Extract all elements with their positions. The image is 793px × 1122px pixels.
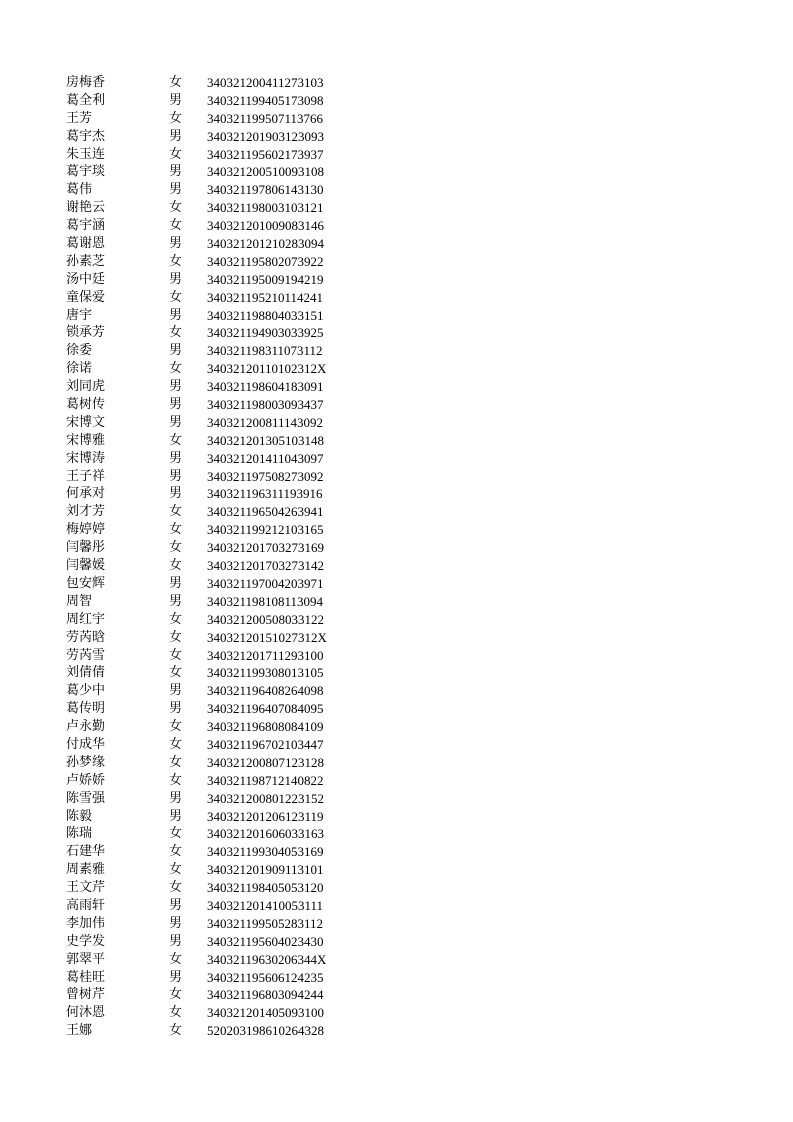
person-id-number: 340321198405053120 [207,880,324,896]
person-id-number: 340321201703273169 [207,540,324,556]
person-name: 高雨轩 [66,897,106,913]
table-row [66,1022,366,1040]
person-name: 葛伟 [66,182,93,198]
table-row [66,986,366,1004]
person-name: 宋博雅 [66,432,106,448]
person-id-number: 340321195602173937 [207,146,324,162]
person-id-number: 340321199405173098 [207,92,324,108]
person-name: 何承对 [66,486,106,502]
person-id-number: 340321196407084095 [207,701,324,717]
person-name: 王芳 [66,110,93,126]
person-id-number: 340321200807123128 [207,754,324,770]
person-name: 葛传明 [66,701,106,717]
person-gender: 男 [169,182,183,198]
person-gender: 女 [169,75,183,90]
table-row [66,754,366,772]
table-row [66,181,366,199]
person-gender: 女 [169,1005,183,1021]
table-row [66,718,366,736]
person-name: 李加伟 [66,915,106,931]
person-id-number: 340321199505283112 [207,915,324,931]
person-gender: 女 [169,146,183,162]
person-gender: 女 [169,110,183,126]
person-name: 徐诺 [66,361,93,377]
person-id-number: 340321196803094244 [207,987,324,1003]
person-name: 卢娇娇 [66,772,106,788]
person-gender: 男 [169,128,183,144]
table-row [66,485,366,503]
person-gender: 男 [169,164,183,180]
person-id-number: 340321196808084109 [207,719,324,735]
person-name: 曾树芹 [66,987,106,1003]
person-id-number: 340321198712140822 [207,772,324,788]
person-id-number: 340321195606124235 [207,969,324,985]
table-row [66,933,366,951]
person-id-number: 340321200411273103 [207,75,324,90]
person-gender: 女 [169,522,183,538]
table-row [66,307,366,325]
table-row [66,360,366,378]
person-gender: 男 [169,790,183,806]
person-name: 朱玉连 [66,146,106,162]
person-name: 唐宇 [66,307,93,323]
table-row [66,503,366,521]
person-id-number: 340321199507113766 [207,110,324,126]
person-gender: 女 [169,862,183,878]
table-row [66,951,366,969]
person-id-number: 340321201411043097 [207,450,324,466]
person-gender: 男 [169,271,183,287]
table-row [66,450,366,468]
person-name: 葛树传 [66,397,106,413]
person-name: 刘才芳 [66,504,106,520]
table-row [66,611,366,629]
person-gender: 男 [169,450,183,466]
person-name: 锁承芳 [66,325,106,341]
table-row [66,790,366,808]
person-gender: 女 [169,844,183,860]
table-row [66,736,366,754]
person-id-number: 340321195604023430 [207,933,324,949]
person-gender: 女 [169,540,183,556]
person-id-number: 340321198108113094 [207,593,324,609]
person-gender: 女 [169,772,183,788]
person-gender: 女 [169,629,183,645]
person-id-number: 340321199308013105 [207,665,324,681]
table-row [66,92,366,110]
table-row [66,808,366,826]
table-row [66,378,366,396]
person-name: 卢永勤 [66,719,106,735]
table-row [66,969,366,987]
person-id-number: 340321199304053169 [207,844,324,860]
person-gender: 男 [169,397,183,413]
person-name: 梅婷婷 [66,522,106,538]
person-name: 郭翠平 [66,951,106,967]
person-id-number: 34032120151027312X [207,629,327,645]
person-gender: 男 [169,701,183,717]
person-name: 房梅香 [66,75,106,90]
person-name: 周素雅 [66,862,106,878]
person-id-number: 340321198804033151 [207,307,324,323]
person-id-number: 34032119630206344X [207,951,327,967]
person-name: 葛全利 [66,92,106,108]
table-row [66,342,366,360]
person-id-number: 340321197508273092 [207,468,324,484]
person-id-number: 340321197806143130 [207,182,324,198]
person-name: 葛宇涵 [66,218,106,234]
table-row [66,879,366,897]
person-name: 葛谢恩 [66,236,106,252]
person-id-number: 340321200510093108 [207,164,324,180]
person-gender: 男 [169,683,183,699]
person-id-number: 340321195802073922 [207,253,324,269]
person-id-number: 340321201009083146 [207,218,324,234]
person-gender: 女 [169,719,183,735]
person-gender: 女 [169,647,183,663]
person-name: 闫馨媛 [66,558,106,574]
person-list [66,74,366,1040]
table-row [66,629,366,647]
person-gender: 女 [169,253,183,269]
person-name: 葛少中 [66,683,106,699]
person-id-number: 340321196408264098 [207,683,324,699]
table-row [66,235,366,253]
person-id-number: 340321200801223152 [207,790,324,806]
table-row [66,396,366,414]
table-row [66,897,366,915]
person-gender: 女 [169,987,183,1003]
person-name: 葛桂旺 [66,969,106,985]
table-row [66,468,366,486]
person-gender: 男 [169,379,183,395]
person-gender: 男 [169,307,183,323]
table-row [66,324,366,342]
table-row [66,289,366,307]
person-name: 何沐恩 [66,1005,106,1021]
person-id-number: 340321200508033122 [207,611,324,627]
person-id-number: 34032120110102312X [207,361,327,377]
person-gender: 女 [169,754,183,770]
person-id-number: 340321195009194219 [207,271,324,287]
person-gender: 女 [169,951,183,967]
person-id-number: 340321201711293100 [207,647,324,663]
table-row [66,575,366,593]
person-name: 孙素芝 [66,253,106,269]
person-name: 陈雪强 [66,790,106,806]
person-gender: 女 [169,665,183,681]
person-gender: 男 [169,593,183,609]
person-id-number: 340321198311073112 [207,343,323,359]
table-row [66,146,366,164]
person-id-number: 520203198610264328 [207,1023,324,1039]
person-gender: 女 [169,826,183,842]
person-gender: 女 [169,200,183,216]
person-name: 史学发 [66,933,106,949]
person-name: 陈瑞 [66,826,93,842]
person-id-number: 340321196504263941 [207,504,324,520]
person-gender: 男 [169,236,183,252]
table-row [66,199,366,217]
person-id-number: 340321201909113101 [207,862,324,878]
table-row [66,539,366,557]
table-row [66,521,366,539]
person-id-number: 340321198003093437 [207,397,324,413]
person-gender: 女 [169,218,183,234]
person-id-number: 340321197004203971 [207,575,324,591]
person-id-number: 340321200811143092 [207,414,324,430]
person-gender: 女 [169,558,183,574]
person-gender: 男 [169,933,183,949]
table-row [66,682,366,700]
person-id-number: 340321201305103148 [207,432,324,448]
table-row [66,593,366,611]
person-id-number: 340321201606033163 [207,826,324,842]
person-id-number: 340321199212103165 [207,522,324,538]
person-name: 闫馨彤 [66,540,106,556]
table-row [66,271,366,289]
person-name: 王子祥 [66,468,106,484]
table-row [66,253,366,271]
person-id-number: 340321198604183091 [207,379,324,395]
table-row [66,414,366,432]
person-name: 王文芹 [66,880,106,896]
person-name: 刘倩倩 [66,665,106,681]
table-row [66,843,366,861]
person-id-number: 340321194903033925 [207,325,324,341]
table-row [66,110,366,128]
table-row [66,861,366,879]
person-id-number: 340321201703273142 [207,558,324,574]
person-name: 葛宇琰 [66,164,106,180]
person-gender: 女 [169,289,183,305]
person-gender: 女 [169,504,183,520]
person-name: 宋博涛 [66,450,106,466]
table-row [66,74,366,92]
person-gender: 女 [169,432,183,448]
person-name: 付成华 [66,736,106,752]
person-gender: 男 [169,897,183,913]
person-name: 谢艳云 [66,200,106,216]
person-gender: 女 [169,1023,183,1039]
table-row [66,217,366,235]
person-id-number: 340321201410053111 [207,897,324,913]
person-gender: 男 [169,575,183,591]
person-gender: 男 [169,92,183,108]
person-gender: 男 [169,414,183,430]
person-name: 徐委 [66,343,93,359]
person-gender: 男 [169,915,183,931]
person-gender: 女 [169,736,183,752]
table-row [66,432,366,450]
person-name: 石建华 [66,844,106,860]
person-name: 孙梦缘 [66,754,106,770]
person-gender: 女 [169,611,183,627]
table-row [66,772,366,790]
person-id-number: 340321201206123119 [207,808,324,824]
person-name: 包安辉 [66,575,106,591]
person-id-number: 340321201903123093 [207,128,324,144]
person-gender: 女 [169,880,183,896]
table-row [66,1004,366,1022]
table-row [66,128,366,146]
person-name: 陈毅 [66,808,93,824]
person-name: 王娜 [66,1023,93,1039]
table-row [66,825,366,843]
person-name: 汤中廷 [66,271,106,287]
person-name: 刘同虎 [66,379,106,395]
person-id-number: 340321198003103121 [207,200,324,216]
person-id-number: 340321201210283094 [207,236,324,252]
table-row [66,647,366,665]
person-gender: 女 [169,325,183,341]
table-row [66,557,366,575]
person-name: 童保爱 [66,289,106,305]
person-gender: 男 [169,486,183,502]
person-name: 周智 [66,593,93,609]
person-gender: 男 [169,969,183,985]
person-name: 劳芮雪 [66,647,106,663]
table-row [66,163,366,181]
person-gender: 男 [169,468,183,484]
person-name: 劳芮晗 [66,629,106,645]
person-id-number: 340321201405093100 [207,1005,324,1021]
person-gender: 女 [169,361,183,377]
person-name: 葛宇杰 [66,128,106,144]
person-gender: 男 [169,808,183,824]
person-id-number: 340321196311193916 [207,486,323,502]
person-gender: 男 [169,343,183,359]
person-name: 宋博文 [66,414,106,430]
table-row [66,664,366,682]
table-row [66,915,366,933]
person-id-number: 340321195210114241 [207,289,324,305]
table-row [66,700,366,718]
person-name: 周红宇 [66,611,106,627]
person-id-number: 340321196702103447 [207,736,324,752]
